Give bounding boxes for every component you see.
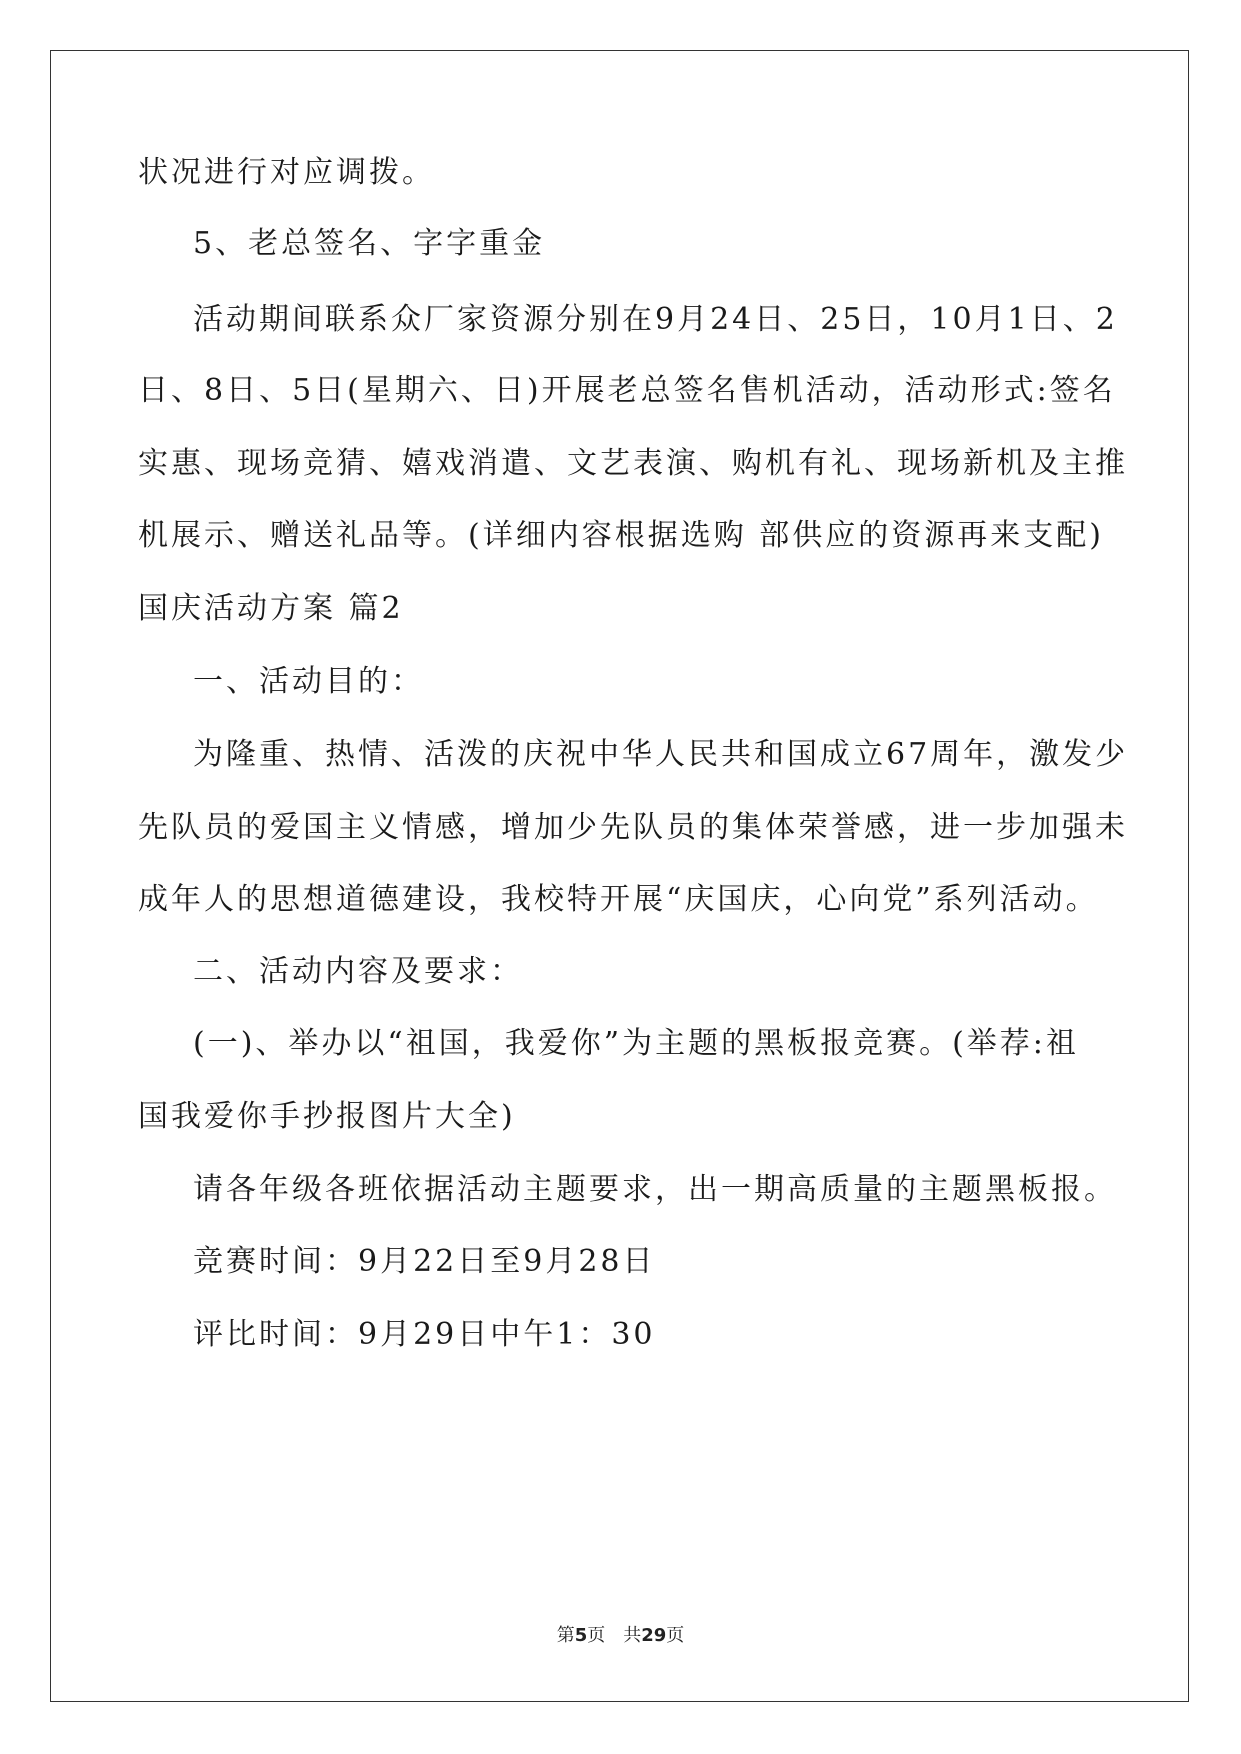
- section-heading-5: 5、老总签名、字字重金: [193, 226, 546, 261]
- judging-time: 评比时间：9月29日中午1：30: [193, 1317, 656, 1352]
- page-current: 5: [574, 1625, 588, 1646]
- page-prefix: 第: [556, 1625, 575, 1646]
- body-line-1: 状况进行对应调拨。: [138, 155, 435, 190]
- body-line-6: 机展示、赠送礼品等。(详细内容根据选购 部供应的资源再来支配): [138, 518, 1104, 553]
- body-line-11: 成年人的思想道德建设，我校特开展“庆国庆，心向党”系列活动。: [138, 882, 1099, 917]
- section-heading-2: 二、活动内容及要求：: [193, 954, 523, 989]
- body-line-9: 为隆重、热情、活泼的庆祝中华人民共和国成立67周年，激发少: [193, 737, 1129, 772]
- total-prefix: 共: [623, 1625, 642, 1646]
- body-line-5: 实惠、现场竞猜、嬉戏消遣、文艺表演、购机有礼、现场新机及主推: [138, 446, 1128, 481]
- body-line-14: 国我爱你手抄报图片大全): [138, 1099, 516, 1134]
- body-line-15: 请各年级各班依据活动主题要求，出一期高质量的主题黑板报。: [193, 1172, 1117, 1207]
- body-line-13: (一)、举办以“祖国，我爱你”为主题的黑板报竞赛。(举荐:祖: [193, 1026, 1079, 1061]
- section-heading-1: 一、活动目的：: [193, 664, 424, 699]
- body-line-3: 活动期间联系众厂家资源分别在9月24日、25日，10月1日、2: [193, 302, 1118, 337]
- article-title: 国庆活动方案 篇2: [138, 591, 404, 626]
- body-line-4: 日、8日、5日(星期六、日)开展老总签名售机活动，活动形式:签名: [138, 373, 1116, 408]
- page-suffix: 页: [587, 1625, 606, 1646]
- body-line-10: 先队员的爱国主义情感，增加少先队员的集体荣誉感，进一步加强未: [138, 810, 1128, 845]
- page-border: [50, 50, 1189, 1702]
- contest-time: 竞赛时间：9月22日至9月28日: [193, 1244, 656, 1279]
- page-footer: [0, 1624, 1241, 1648]
- page-total: 29: [641, 1625, 667, 1646]
- total-suffix: 页: [666, 1625, 685, 1646]
